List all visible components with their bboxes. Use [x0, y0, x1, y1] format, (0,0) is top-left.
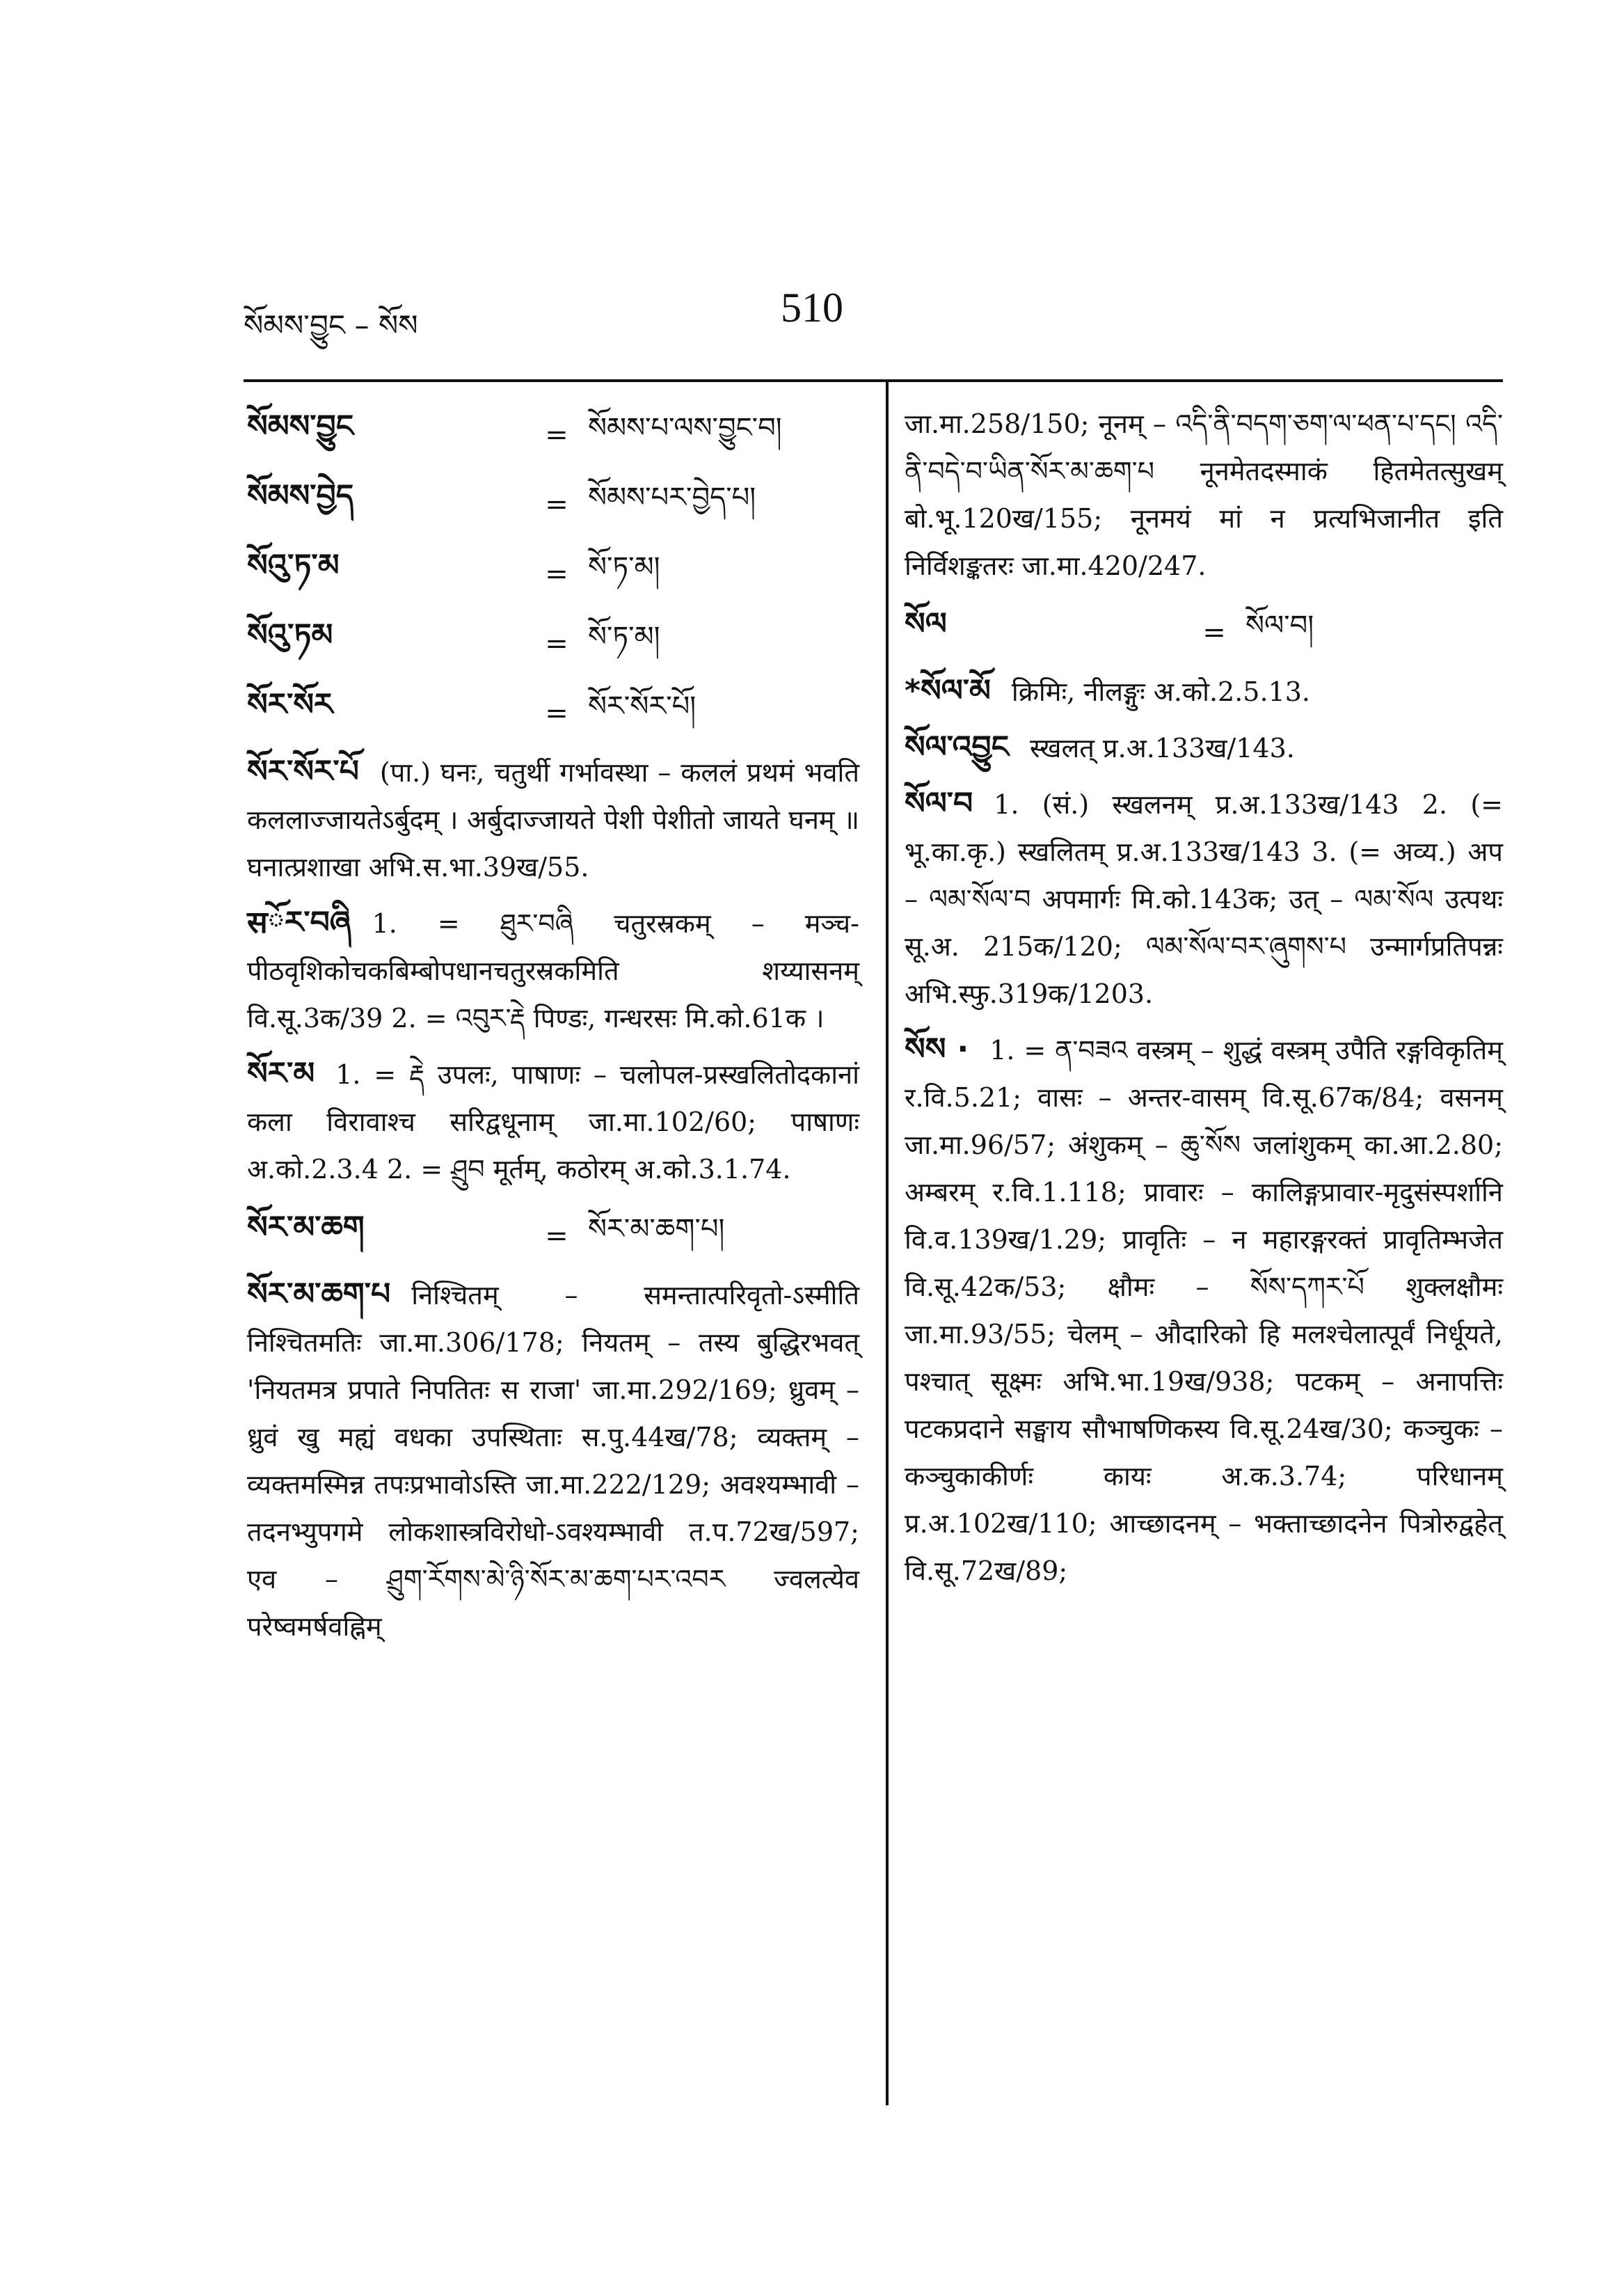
entry-text: 1. = ན་བཟའ वस्त्रम् – शुद्धं वस्त्रम् उपैति रङ्गविकृतिम् र.वि.5.21; वासः – अन्तर-वासम् वि.सू.67क/84; वसनम् जा.मा.96/57; अंशुकम् – ཆུ་སོས जलांशुकम् का.आ.2.80; अम्बरम् र.वि.1.118; प्रावारः – कालिङ्गप्रावार-मृदुसंस्पर्शानि वि.व.139ख/1.29; प्रावृतिः – न महारङ्गरक्तं प्रावृतिम्भजेत वि.सू.42क/53; क्षौमः – སོས་དཀར་པོ शुक्लक्षौमः जा.मा.93/55; चेलम् – औदारिको हि मलश्चेलात्पूर्वं निर्धूयते, पश्चात् सूक्ष्मः अभि.भा.19ख/938; पटकम् – अनापत्तिः पटकप्रदाने सङ्घाय सौभाषणिकस्य वि.सू.24ख/30; कञ्चुकः – कञ्चुकाकीर्णः कायः अ.क.3.74; परिधानम् प्र.अ.102ख/110; आच्छादनम् – भक्ताच्छादनेन पित्रोरुद्वहेत् वि.सू.72ख/89; [905, 1035, 1503, 1586]
entry-text: जा.मा.258/150; नूनम् – འདི་ནི་བདག་ཅག་ལ་ཕན་པ་དང། འདི་ནི་བདེ་བ་ཡིན་སོར་མ་ཆག་པ नूनमेतदस्माकं हितमेतत्सुखम् बो.भू.120ख/155; नूनमयं मां न प्रत्यभिजानीत इति निर्विशङ्कतरः जा.मा.420/247. [905, 409, 1503, 581]
page-number: 510 [781, 285, 843, 331]
running-head: སོམས་བྱུང – སོས [244, 308, 418, 342]
entry-headword: སོའུ་ཏམ [247, 617, 333, 653]
equals-sign: = [545, 628, 568, 660]
xref-entry [905, 598, 1503, 667]
entry-text: निश्चितम् – समन्तात्परिवृतो-ऽस्मीति निश्चितमतिः जा.मा.306/178; नियतम् – तस्य बुद्धिरभवत् 'नियतमत्र प्रपाते निपतितः स राजा' जा.मा.292/169; ध्रुवम् – ध्रुवं खु मह्यं वधका उपस्थिताः स.पु.44ख/78; व्यक्तम् – व्यक्तमस्मिन्न तपःप्रभावोऽस्ति जा.मा.222/129; अवश्यम्भावी – तदनभ्युपगमे लोकशास्त्रविरोधो-ऽवश्यम्भावी त.प.72ख/597; एव – ཤྲུག་རོགས་མེ་ཉི་སོར་མ་ཆག་པར་འབར ज्वलत्येव परेष्वमर्षवह्निम् [247, 1280, 859, 1642]
xref-target: སོར་མ་ཆག་པ། [588, 1212, 725, 1245]
entry-text: (पा.) घनः, चतुर्थी गर्भावस्था – कललं प्रथमं भवति कललाज्जायतेऽर्बुदम् । अर्बुदाज्जायते पेशी पेशीतो जायते घनम् ॥ घनात्प्रशाखा अभि.स.भा.39ख/55. [247, 757, 859, 882]
entry-headword: སོར་སོར [247, 687, 333, 722]
entry-headword: སོམས་བྱེད [247, 478, 354, 514]
xref-target: སོར་སོར་པོ། [588, 690, 696, 722]
dictionary-entry [905, 667, 1503, 715]
entry-headword: སོམས་བྱུང [247, 409, 354, 444]
dictionary-entry [905, 724, 1503, 772]
xref-entry [247, 1201, 859, 1271]
xref-target: སོ་ཏ་མ། [588, 551, 660, 583]
xref-target: སོ་ཏ་མ། [588, 620, 660, 653]
entry-headword: སོའུ་ཏ་མ [247, 548, 340, 583]
entry-headword: सོར་བཞི [247, 905, 351, 940]
entry-text: क्रिमिः, नीलङ्गुः अ.को.2.5.13. [1011, 676, 1310, 707]
entry-text: 1. = ཐུར་བཞི चतुरस्रकम् – मञ्च-पीठवृशिकोचकबिम्बोपधानचतुरस्रकमिति शय्यासनम् वि.सू.3क/39 2. = འབུར་རྡེ पिण्डः, गन्धरसः मि.को.61क । [247, 908, 859, 1034]
entry-headword: སོར་སོར་པོ [247, 754, 359, 789]
entry-headword: སོར་མ་ཆག་པ [247, 1276, 391, 1312]
dictionary-entry-continued [905, 400, 1503, 589]
xref-entry [247, 470, 859, 539]
equals-sign: = [545, 558, 568, 590]
dictionary-entry [247, 748, 859, 891]
entry-headword: སོལ [905, 606, 947, 642]
xref-entry [247, 679, 859, 748]
right-column [905, 400, 1503, 1603]
xref-target: སོམས་པར་བྱེད་པ། [588, 481, 756, 514]
header-rule [244, 379, 1503, 382]
dictionary-entry [247, 1271, 859, 1650]
entry-headword: སོས · [905, 1031, 969, 1067]
xref-entry [247, 400, 859, 470]
equals-sign: = [545, 419, 568, 451]
entry-text: 1. (सं.) स्खलनम् प्र.अ.133ख/143 2. (= भू.का.कृ.) स्खलितम् प्र.अ.133ख/143 3. (= अव्य.) अप – ལམ་སོལ་བ अपमार्गः मि.को.143क; उत् – ལམ་སོལ उत्पथः सू.अ. 215क/120; ལམ་སོལ་བར་ཞུགས་པ उन्मार्गप्रतिपन्नः अभि.स्फु.319क/1203. [905, 789, 1503, 1009]
left-column [247, 400, 859, 1658]
entry-headword: སོལ་བ [905, 786, 973, 821]
equals-sign: = [545, 1220, 568, 1252]
entry-text: स्खलत् प्र.अ.133ख/143. [1030, 733, 1295, 763]
entry-headword: སོར་མ་ཆག [247, 1210, 365, 1245]
equals-sign: = [545, 697, 568, 729]
dictionary-entry [905, 780, 1503, 1018]
entry-text: 1. = རྡེ उपलः, पाषाणः – चलोपल-प्रस्खलितोदकानां कला विरावाश्च सरिद्वधूनाम् जा.मा.102/60; पाषाणः अ.को.2.3.4 2. = ཤྲུབ मूर्तम्, कठोरम् अ.को.3.1.74. [247, 1059, 859, 1185]
equals-sign: = [1202, 617, 1226, 649]
entry-headword: སོར་མ [247, 1056, 315, 1091]
dictionary-entry [905, 1026, 1503, 1594]
column-divider [886, 381, 889, 2105]
xref-entry [247, 609, 859, 679]
entry-headword: སོལ་འབྱུང [905, 729, 1009, 765]
xref-target: སོལ་བ། [1245, 609, 1314, 642]
dictionary-entry [247, 1050, 859, 1193]
entry-headword: *སོལ་མོ [905, 673, 991, 708]
xref-target: སོམས་པ་ལས་བྱུང་བ། [588, 411, 782, 444]
xref-entry [247, 539, 859, 609]
dictionary-entry [247, 899, 859, 1042]
equals-sign: = [545, 489, 568, 521]
